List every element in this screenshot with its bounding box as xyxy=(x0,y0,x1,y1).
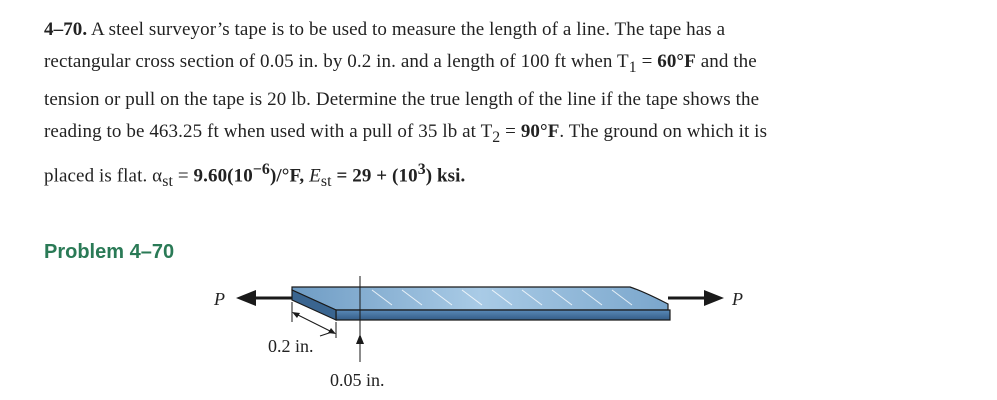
width-arrowhead-2 xyxy=(328,328,336,334)
tape-top-face xyxy=(292,287,668,310)
problem-line-2: rectangular cross section of 0.05 in. by 0.2 in. and a length of 100 ft when $T_1 = 60^\circ F$ and the xyxy=(44,51,757,76)
force-label-left: P xyxy=(214,289,225,309)
figure-caption: Problem 4–70 xyxy=(44,241,175,263)
problem-line-1: 4–70. A steel surveyor’s tape is to be used to measure the length of a line. The tape has a xyxy=(44,19,726,40)
thickness-label: 0.05 in. xyxy=(330,370,385,390)
force-label-right: P xyxy=(732,289,743,309)
problem-line-4: reading to be 463.25 ft when used with a pull of 35 lb at $T_2 = 90^\circ F$. The ground on which it is xyxy=(44,120,768,146)
thickness-arrowhead xyxy=(356,334,364,344)
force-arrow-right xyxy=(668,290,724,306)
force-arrow-left xyxy=(236,290,292,306)
tape-front-face xyxy=(336,310,670,320)
problem-line-3: tension or pull on the tape is 20 lb. Determine the true length of the line if the tape shows the xyxy=(44,88,760,110)
width-label: 0.2 in. xyxy=(268,336,314,356)
problem-number: 4–70. xyxy=(44,19,88,40)
problem-line-5: placed is flat. $\alpha_{st} = 9.60(10^{-6})/^\circ F$, $E_{st} = 29 + (10^3)$ ksi. xyxy=(44,160,466,190)
width-arrowhead-1 xyxy=(292,312,300,318)
